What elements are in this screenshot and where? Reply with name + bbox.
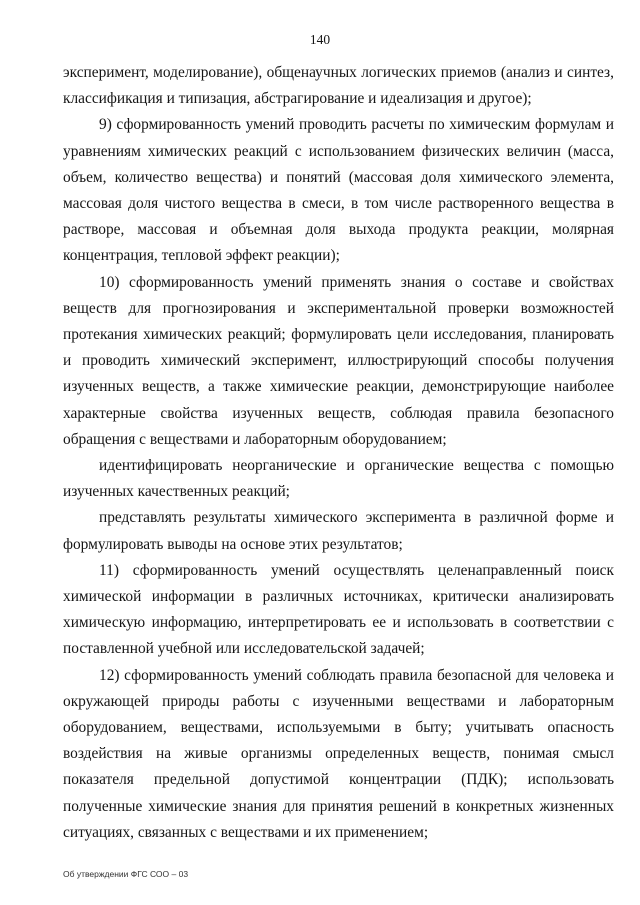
paragraph-item-9: 9) сформированность умений проводить расчеты по химическим формулам и уравнениям химических реакций с использованием физических величин (масса, объем, количество вещества) и понятий (массовая доля химического элемента, массовая доля чистого вещества в смеси, в том числе растворенного вещества в растворе, массовая и объемная доля выхода продукта реакции, молярная концентрация, тепловой эффект реакции); <box>63 116 614 265</box>
document-body <box>63 60 614 846</box>
page-number: 140 <box>309 32 331 47</box>
paragraph-item-12: 12) сформированность умений соблюдать правила безопасной для человека и окружающей природы работы с изученными веществами и лабораторным оборудованием, веществами, используемыми в быту; учитывать опасность воздействия на живые организмы определенных веществ, понимая смысл показателя предельной допустимой концентрации (ПДК); использовать полученные химические знания для принятия решений в конкретных жизненных ситуациях, связанных с веществами и их применением; <box>63 666 614 841</box>
paragraph-continuation: эксперимент, моделирование), общенаучных логических приемов (анализ и синтез, классификация и типизация, абстрагирование и идеализация и другое); <box>63 64 614 108</box>
paragraph-identify: идентифицировать неорганические и органические вещества с помощью изученных качественных реакций; <box>63 457 614 501</box>
paragraph-present-results: представлять результаты химического эксперимента в различной форме и формулировать выводы на основе этих результатов; <box>63 509 614 553</box>
paragraph-item-11: 11) сформированность умений осуществлять целенаправленный поиск химической информации в различных источниках, критически анализировать химическую информацию, интерпретировать ее и использовать в соответствии с поставленной учебной или исследовательской задачей; <box>63 561 614 658</box>
page-footer: Об утверждении ФГС СОО – 03 <box>63 869 189 879</box>
paragraph-item-10: 10) сформированность умений применять знания о составе и свойствах веществ для прогнозирования и экспериментальной проверки возможностей протекания химических реакций; формулировать цели исследования, планировать и проводить химический эксперимент, иллюстрирующий способы получения изученных веществ, а также химические реакции, демонстрирующие наиболее характерные свойства изученных веществ, соблюдая правила безопасного обращения с веществами и лабораторным оборудованием; <box>63 273 614 448</box>
